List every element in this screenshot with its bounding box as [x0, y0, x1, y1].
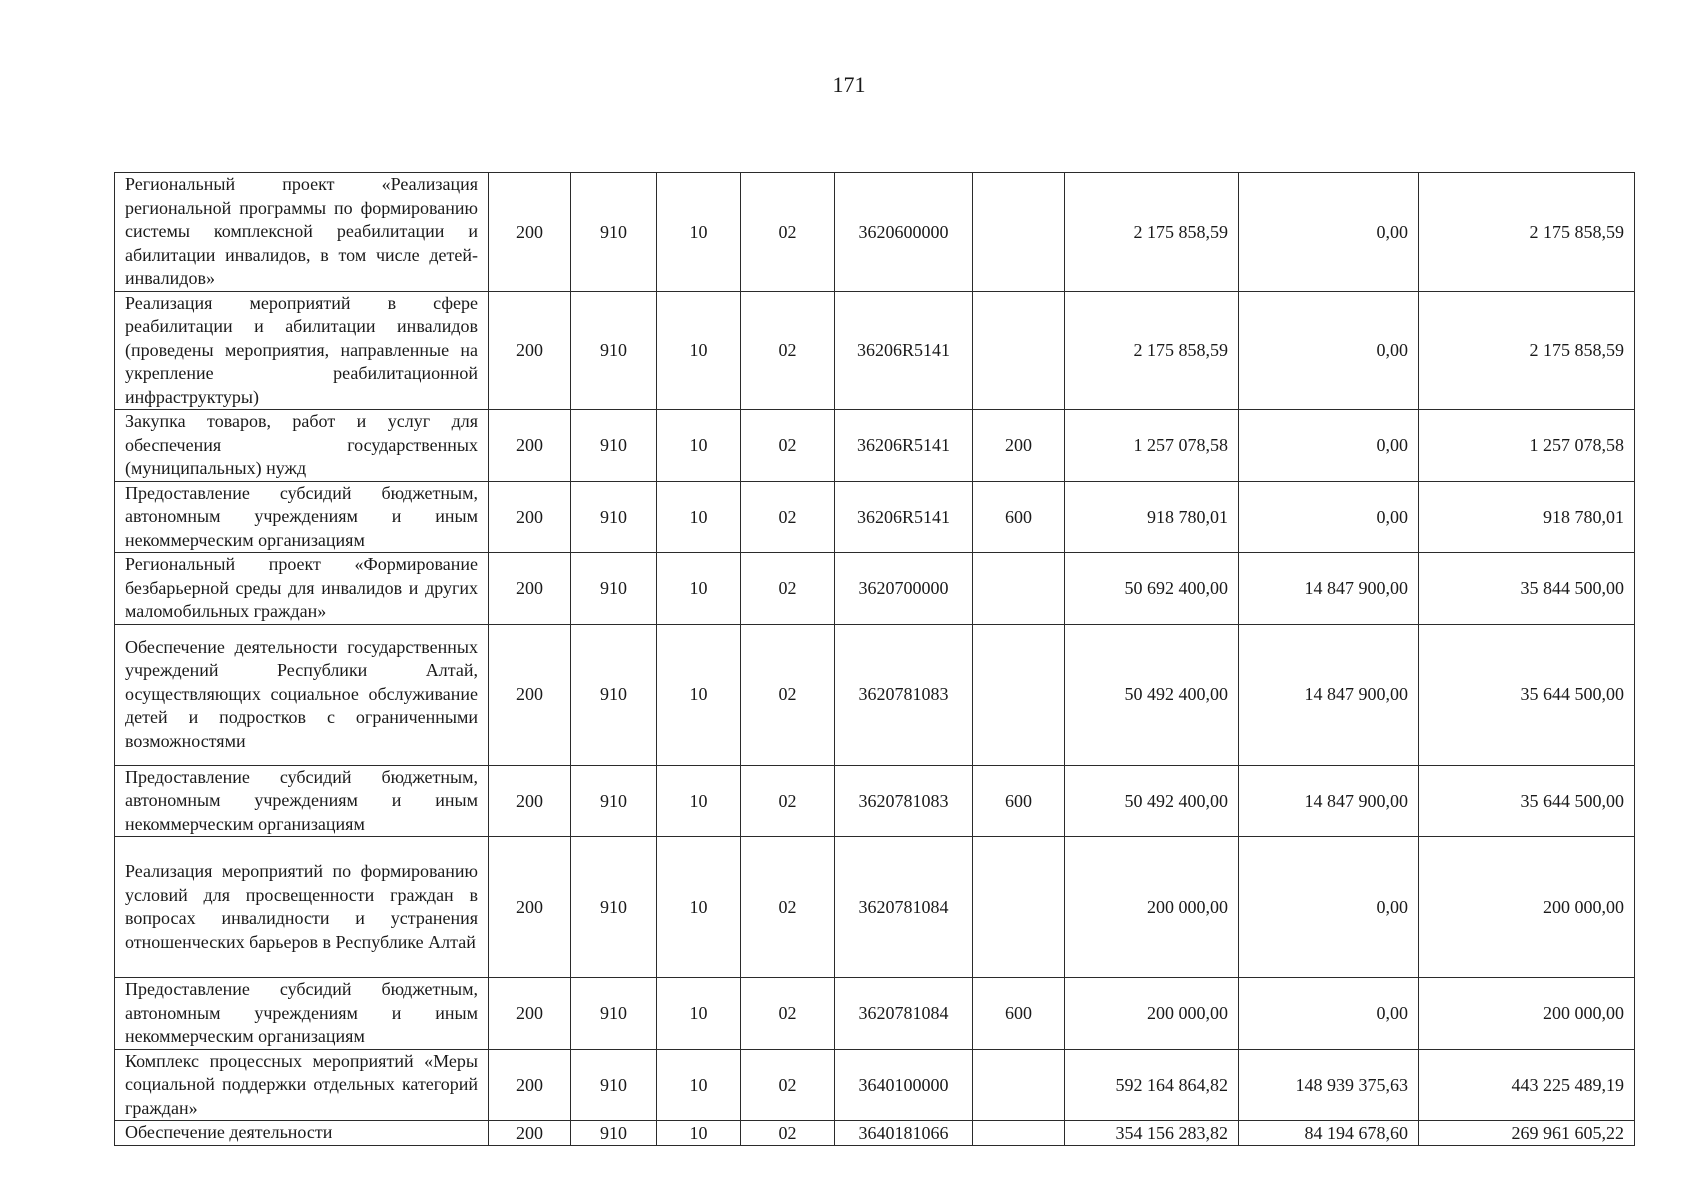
total-amount: 50 492 400,00	[1065, 765, 1239, 837]
ministry-code: 910	[571, 481, 657, 553]
subsection-code: 02	[741, 291, 835, 410]
admin-code: 200	[489, 481, 571, 553]
row-name: Региональный проект «Реализация региональной программы по формированию системы комплексной реабилитации и абилитации инвалидов, в том числе детей-инвалидов»	[115, 173, 489, 292]
section-code: 10	[657, 1121, 741, 1146]
ministry-code: 910	[571, 624, 657, 765]
total-amount: 1 257 078,58	[1065, 410, 1239, 482]
section-code: 10	[657, 978, 741, 1050]
row-name: Обеспечение деятельности государственных учреждений Республики Алтай, осуществляющих социальное обслуживание детей и подростков с ограниченными возможностями	[115, 624, 489, 765]
target-code: 3620781083	[835, 624, 973, 765]
subsection-code: 02	[741, 481, 835, 553]
regional-amount: 200 000,00	[1419, 837, 1635, 978]
total-amount: 2 175 858,59	[1065, 173, 1239, 292]
section-code: 10	[657, 837, 741, 978]
section-code: 10	[657, 410, 741, 482]
admin-code: 200	[489, 410, 571, 482]
total-amount: 50 692 400,00	[1065, 553, 1239, 625]
admin-code: 200	[489, 1121, 571, 1146]
federal-amount: 0,00	[1239, 837, 1419, 978]
regional-amount: 35 844 500,00	[1419, 553, 1635, 625]
target-code: 3620600000	[835, 173, 973, 292]
section-code: 10	[657, 1049, 741, 1121]
federal-amount: 14 847 900,00	[1239, 765, 1419, 837]
subsection-code: 02	[741, 1121, 835, 1146]
table-row	[115, 837, 1635, 978]
expense-type-code	[973, 553, 1065, 625]
row-name: Предоставление субсидий бюджетным, автономным учреждениям и иным некоммерческим организациям	[115, 978, 489, 1050]
federal-amount: 148 939 375,63	[1239, 1049, 1419, 1121]
regional-amount: 918 780,01	[1419, 481, 1635, 553]
subsection-code: 02	[741, 1049, 835, 1121]
regional-amount: 35 644 500,00	[1419, 624, 1635, 765]
section-code: 10	[657, 291, 741, 410]
row-name: Комплекс процессных мероприятий «Меры социальной поддержки отдельных категорий граждан»	[115, 1049, 489, 1121]
admin-code: 200	[489, 978, 571, 1050]
table-row	[115, 624, 1635, 765]
expense-type-code: 600	[973, 765, 1065, 837]
federal-amount: 0,00	[1239, 291, 1419, 410]
subsection-code: 02	[741, 837, 835, 978]
ministry-code: 910	[571, 1049, 657, 1121]
regional-amount: 2 175 858,59	[1419, 173, 1635, 292]
federal-amount: 14 847 900,00	[1239, 553, 1419, 625]
federal-amount: 0,00	[1239, 481, 1419, 553]
section-code: 10	[657, 553, 741, 625]
expense-type-code	[973, 1049, 1065, 1121]
table-row	[115, 978, 1635, 1050]
target-code: 36206R5141	[835, 291, 973, 410]
target-code: 3620781084	[835, 978, 973, 1050]
admin-code: 200	[489, 1049, 571, 1121]
expense-type-code	[973, 291, 1065, 410]
expense-type-code	[973, 1121, 1065, 1146]
federal-amount: 84 194 678,60	[1239, 1121, 1419, 1146]
ministry-code: 910	[571, 765, 657, 837]
section-code: 10	[657, 173, 741, 292]
expense-type-code	[973, 624, 1065, 765]
target-code: 3640181066	[835, 1121, 973, 1146]
row-name: Закупка товаров, работ и услуг для обеспечения государственных (муниципальных) нужд	[115, 410, 489, 482]
table-row	[115, 481, 1635, 553]
section-code: 10	[657, 481, 741, 553]
row-name: Предоставление субсидий бюджетным, автономным учреждениям и иным некоммерческим организациям	[115, 481, 489, 553]
ministry-code: 910	[571, 291, 657, 410]
ministry-code: 910	[571, 978, 657, 1050]
table-row	[115, 765, 1635, 837]
regional-amount: 443 225 489,19	[1419, 1049, 1635, 1121]
federal-amount: 0,00	[1239, 978, 1419, 1050]
ministry-code: 910	[571, 1121, 657, 1146]
row-name: Реализация мероприятий в сфере реабилитации и абилитации инвалидов (проведены мероприятия, направленные на укрепление реабилитационной инфраструктуры)	[115, 291, 489, 410]
table-row	[115, 291, 1635, 410]
row-name: Реализация мероприятий по формированию условий для просвещенности граждан в вопросах инвалидности и устранения отношенческих барьеров в Республике Алтай	[115, 837, 489, 978]
total-amount: 200 000,00	[1065, 837, 1239, 978]
table-row	[115, 173, 1635, 292]
section-code: 10	[657, 765, 741, 837]
subsection-code: 02	[741, 410, 835, 482]
ministry-code: 910	[571, 553, 657, 625]
admin-code: 200	[489, 173, 571, 292]
row-name: Региональный проект «Формирование безбарьерной среды для инвалидов и других маломобильных граждан»	[115, 553, 489, 625]
table-row	[115, 1121, 1635, 1146]
total-amount: 918 780,01	[1065, 481, 1239, 553]
section-code: 10	[657, 624, 741, 765]
subsection-code: 02	[741, 765, 835, 837]
subsection-code: 02	[741, 173, 835, 292]
admin-code: 200	[489, 765, 571, 837]
expense-type-code: 200	[973, 410, 1065, 482]
federal-amount: 14 847 900,00	[1239, 624, 1419, 765]
table-row	[115, 1049, 1635, 1121]
total-amount: 200 000,00	[1065, 978, 1239, 1050]
target-code: 3620700000	[835, 553, 973, 625]
regional-amount: 1 257 078,58	[1419, 410, 1635, 482]
expense-type-code: 600	[973, 481, 1065, 553]
admin-code: 200	[489, 837, 571, 978]
ministry-code: 910	[571, 837, 657, 978]
subsection-code: 02	[741, 978, 835, 1050]
target-code: 3640100000	[835, 1049, 973, 1121]
target-code: 36206R5141	[835, 481, 973, 553]
subsection-code: 02	[741, 624, 835, 765]
row-name: Обеспечение деятельности	[115, 1121, 489, 1146]
total-amount: 2 175 858,59	[1065, 291, 1239, 410]
table-row	[115, 410, 1635, 482]
expense-type-code	[973, 173, 1065, 292]
federal-amount: 0,00	[1239, 410, 1419, 482]
total-amount: 354 156 283,82	[1065, 1121, 1239, 1146]
expense-type-code: 600	[973, 978, 1065, 1050]
admin-code: 200	[489, 553, 571, 625]
expense-type-code	[973, 837, 1065, 978]
table-row	[115, 553, 1635, 625]
target-code: 3620781083	[835, 765, 973, 837]
total-amount: 50 492 400,00	[1065, 624, 1239, 765]
regional-amount: 2 175 858,59	[1419, 291, 1635, 410]
regional-amount: 35 644 500,00	[1419, 765, 1635, 837]
federal-amount: 0,00	[1239, 173, 1419, 292]
target-code: 3620781084	[835, 837, 973, 978]
ministry-code: 910	[571, 410, 657, 482]
page-number: 171	[832, 72, 866, 97]
subsection-code: 02	[741, 553, 835, 625]
total-amount: 592 164 864,82	[1065, 1049, 1239, 1121]
regional-amount: 269 961 605,22	[1419, 1121, 1635, 1146]
budget-table	[114, 172, 1635, 1146]
regional-amount: 200 000,00	[1419, 978, 1635, 1050]
admin-code: 200	[489, 291, 571, 410]
row-name: Предоставление субсидий бюджетным, автономным учреждениям и иным некоммерческим организациям	[115, 765, 489, 837]
admin-code: 200	[489, 624, 571, 765]
ministry-code: 910	[571, 173, 657, 292]
target-code: 36206R5141	[835, 410, 973, 482]
